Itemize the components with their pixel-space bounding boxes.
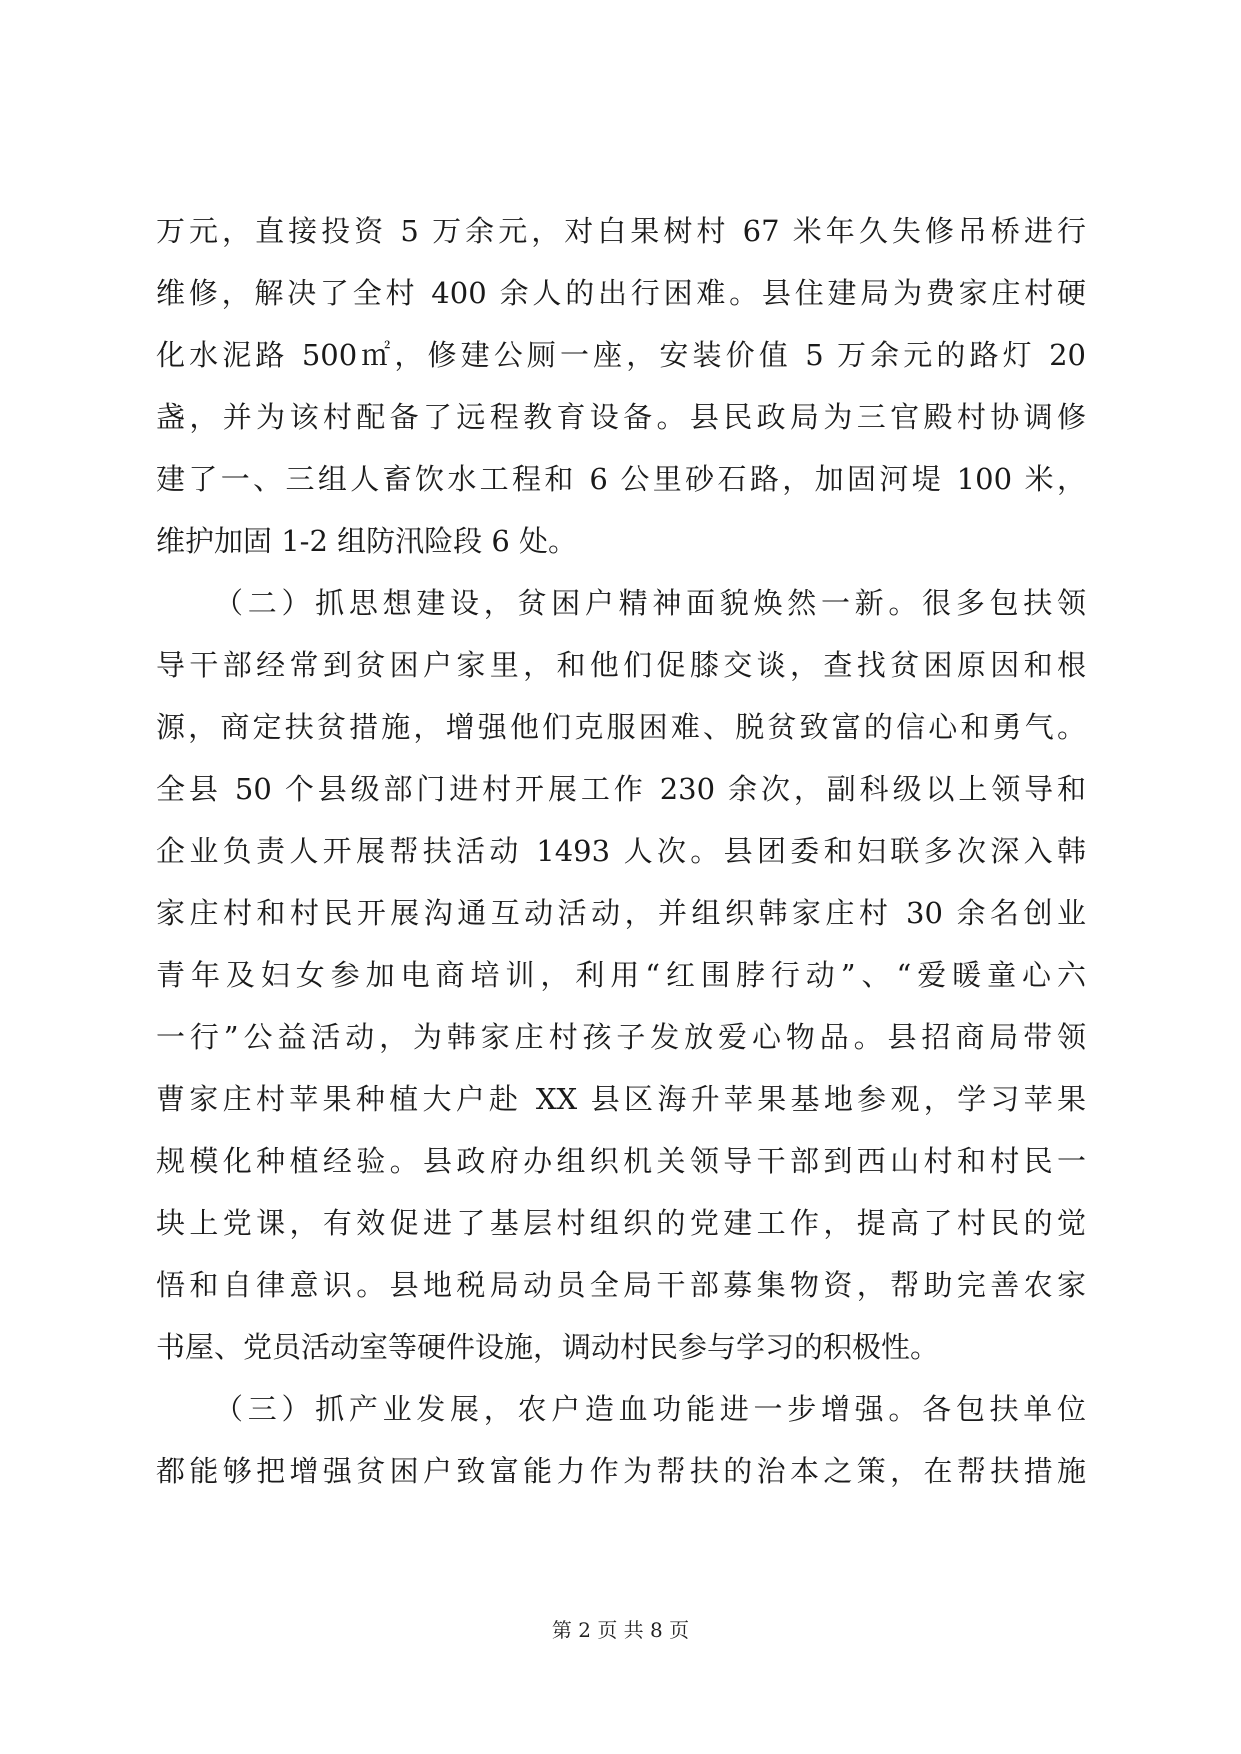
document-body xyxy=(156,200,1086,1502)
page-footer: 第 2 页 共 8 页 xyxy=(551,1618,690,1642)
text-line: 导干部经常到贫困户家里，和他们促膝交谈，查找贫困原因和根 xyxy=(156,648,1086,682)
text-line: 青年及妇女参加电商培训，利用“红围脖行动”、“爱暖童心六 xyxy=(156,958,1086,992)
paragraph-3 xyxy=(156,1378,1086,1502)
text-line: 盏，并为该村配备了远程教育设备。县民政局为三官殿村协调修 xyxy=(156,400,1086,434)
text-line: 块上党课，有效促进了基层村组织的党建工作，提高了村民的觉 xyxy=(156,1206,1086,1240)
paragraph-1 xyxy=(156,200,1086,572)
text-line: 企业负责人开展帮扶活动 1493 人次。县团委和妇联多次深入韩 xyxy=(156,834,1086,868)
text-line: 规模化种植经验。县政府办组织机关领导干部到西山村和村民一 xyxy=(156,1144,1086,1178)
text-line: 一行”公益活动，为韩家庄村孩子发放爱心物品。县招商局带领 xyxy=(156,1020,1086,1054)
text-line: 全县 50 个县级部门进村开展工作 230 余次，副科级以上领导和 xyxy=(156,772,1086,806)
paragraph-2 xyxy=(156,572,1086,1378)
text-line: 建了一、三组人畜饮水工程和 6 公里砂石路，加固河堤 100 米， xyxy=(156,462,1086,496)
text-line: 都能够把增强贫困户致富能力作为帮扶的治本之策，在帮扶措施 xyxy=(156,1454,1086,1488)
text-line: （三）抓产业发展，农户造血功能进一步增强。各包扶单位 xyxy=(214,1392,1086,1426)
text-line: 家庄村和村民开展沟通互动活动，并组织韩家庄村 30 余名创业 xyxy=(156,896,1086,930)
text-line: 源，商定扶贫措施，增强他们克服困难、脱贫致富的信心和勇气。 xyxy=(156,710,1086,744)
text-line: 万元，直接投资 5 万余元，对白果树村 67 米年久失修吊桥进行 xyxy=(156,214,1086,248)
text-line: 化水泥路 500㎡，修建公厕一座，安装价值 5 万余元的路灯 20 xyxy=(156,338,1086,372)
text-line: （二）抓思想建设，贫困户精神面貌焕然一新。很多包扶领 xyxy=(214,586,1086,620)
text-line: 维修，解决了全村 400 余人的出行困难。县住建局为费家庄村硬 xyxy=(156,276,1086,310)
text-line: 曹家庄村苹果种植大户赴 XX 县区海升苹果基地参观，学习苹果 xyxy=(156,1082,1086,1116)
text-line: 悟和自律意识。县地税局动员全局干部募集物资，帮助完善农家 xyxy=(156,1268,1086,1302)
text-line: 维护加固 1-2 组防汛险段 6 处。 xyxy=(156,524,578,558)
text-line: 书屋、党员活动室等硬件设施，调动村民参与学习的积极性。 xyxy=(156,1330,940,1364)
